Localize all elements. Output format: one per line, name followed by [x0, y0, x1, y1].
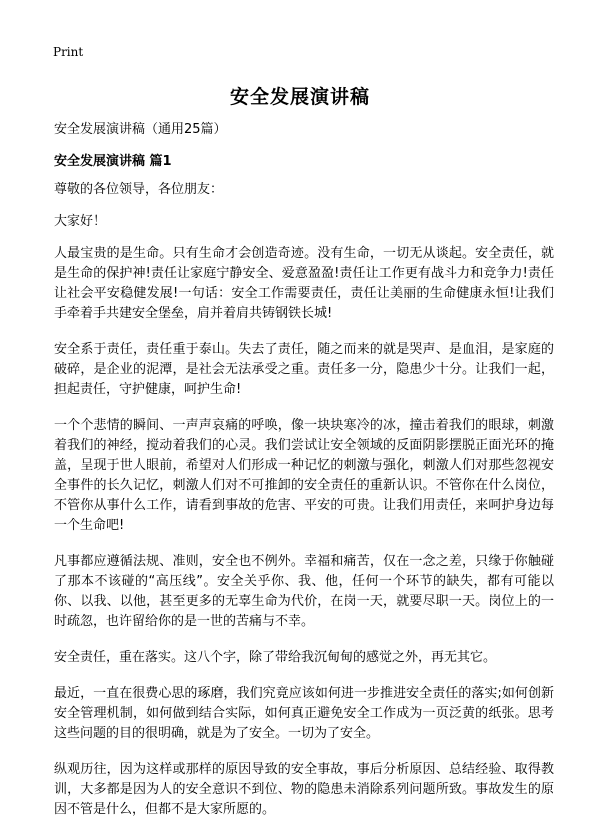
greeting: 大家好！ — [54, 214, 107, 229]
paragraph: 纵观历往，因为这样或那样的原因导致的安全事故，事后分析原因、总结经验、取得教训，大多都是因为人的安全意识不到位、物的隐患未消除系列问题所致。事故发生的原因不管是什么，但都不是大家所愿的。 — [54, 762, 554, 817]
paragraph: 凡事都应遵循法规、准则，安全也不例外。幸福和痛苦，仅在一念之差，只缘于你触碰了那本不该碰的“高压线”。安全关乎你、我、他，任何一个环节的缺失，都有可能以你、以我、以他，甚至更多的无辜生命为代价，在岗一天，就要尽职一天。岗位上的一时疏忽，也许留给你的是一世的苦痛与不幸。 — [54, 554, 554, 629]
document-subtitle: 安全发展演讲稿（通用25篇） — [54, 122, 227, 137]
paragraph: 一个个悲情的瞬间、一声声哀痛的呼唤，像一块块寒冷的冰，撞击着我们的眼球，刺激着我们的神经，搅动着我们的心灵。我们尝试让安全领域的反面阴影摆脱正面光环的掩盖，呈现于世人眼前，希望对人们形成一种记忆的刺激与强化，刺激人们对那些忽视安全事件的长久记忆，刺激人们对不可推卸的安全责任的重新认识。不管你在什么岗位，不管你从事什么工作，请看到事故的危害、平安的可贵。让我们用责任，来呵护身边每一个生命吧! — [54, 418, 554, 533]
page-title: 安全发展演讲稿 — [229, 86, 370, 108]
section-heading: 安全发展演讲稿 篇1 — [54, 154, 172, 169]
paragraph: 安全系于责任，责任重于泰山。失去了责任，随之而来的就是哭声、是血泪，是家庭的破碎，是企业的泥潭，是社会无法承受之重。责任多一分，隐患少十分。让我们一起，担起责任，守护健康，呵护生命! — [54, 342, 554, 397]
document-body — [54, 120, 554, 836]
paragraph: 安全责任，重在落实。这八个字，除了带给我沉甸甸的感觉之外，再无其它。 — [54, 650, 497, 665]
paragraph: 最近，一直在很费心思的琢磨，我们究竟应该如何进一步推进安全责任的落实;如何创新安全管理机制，如何做到结合实际，如何真正避免安全工作成为一页泛黄的纸张。思考这些问题的目的很明确，就是为了安全。一切为了安全。 — [54, 686, 554, 741]
paragraph: 人最宝贵的是生命。只有生命才会创造奇迹。没有生命，一切无从谈起。安全责任，就是生命的保护神!责任让家庭宁静安全、爱意盈盈!责任让工作更有战斗力和竞争力!责任让社会平安稳健发展!一句话：安全工作需要责任，责任让美丽的生命健康永恒!让我们手牵着手共建安全堡垒，肩并着肩共铸钢铁长城! — [54, 246, 554, 321]
salutation: 尊敬的各位领导，各位朋友： — [54, 182, 224, 197]
print-link[interactable]: Print — [53, 45, 84, 59]
